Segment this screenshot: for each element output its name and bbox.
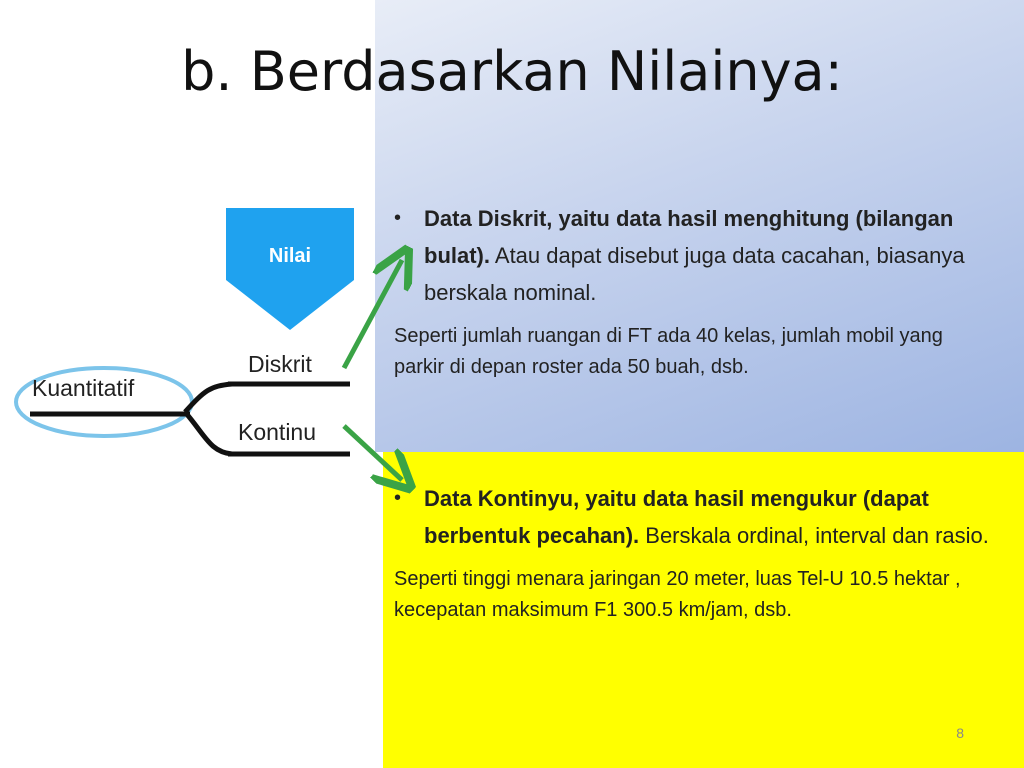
bullet-icon: • [394, 487, 402, 509]
diskrit-example: Seperti jumlah ruangan di FT ada 40 kelas, jumlah mobil yang parkir di depan roster ada 50 buah, dsb. [394, 325, 943, 378]
kontinyu-example: Seperti tinggi menara jaringan 20 meter, luas Tel-U 10.5 hektar , kecepatan maksimum F1 300.5 km/jam, dsb. [394, 568, 961, 621]
diskrit-bold-text: Data Diskrit, yaitu data hasil menghitung (bilangan bulat). [424, 206, 954, 268]
page-number: 8 [956, 725, 964, 741]
kontinyu-normal-text: Berskala ordinal, interval dan rasio. [639, 523, 989, 548]
diskrit-section [394, 200, 984, 383]
bullet-icon: • [394, 207, 402, 229]
kontinyu-section [394, 480, 1014, 626]
diskrit-bullet [394, 200, 984, 311]
kontinu-label: Kontinu [238, 419, 317, 445]
kuantitatif-label: Kuantitatif [32, 375, 135, 401]
diskrit-normal-text: Atau dapat disebut juga data cacahan, biasanya berskala nominal. [424, 243, 965, 305]
kontinyu-bullet [394, 480, 1014, 554]
mindmap-diagram [0, 190, 370, 480]
branch-to-kontinu [185, 412, 232, 454]
kontinyu-bold-text: Data Kontinyu, yaitu data hasil mengukur (dapat berbentuk pecahan). [424, 486, 929, 548]
nilai-label: Nilai [268, 245, 312, 267]
diskrit-label: Diskrit [248, 351, 312, 377]
arrow-to-kontinyu-icon [344, 426, 402, 480]
slide-title: b. Berdasarkan Nilainya: [181, 40, 843, 103]
